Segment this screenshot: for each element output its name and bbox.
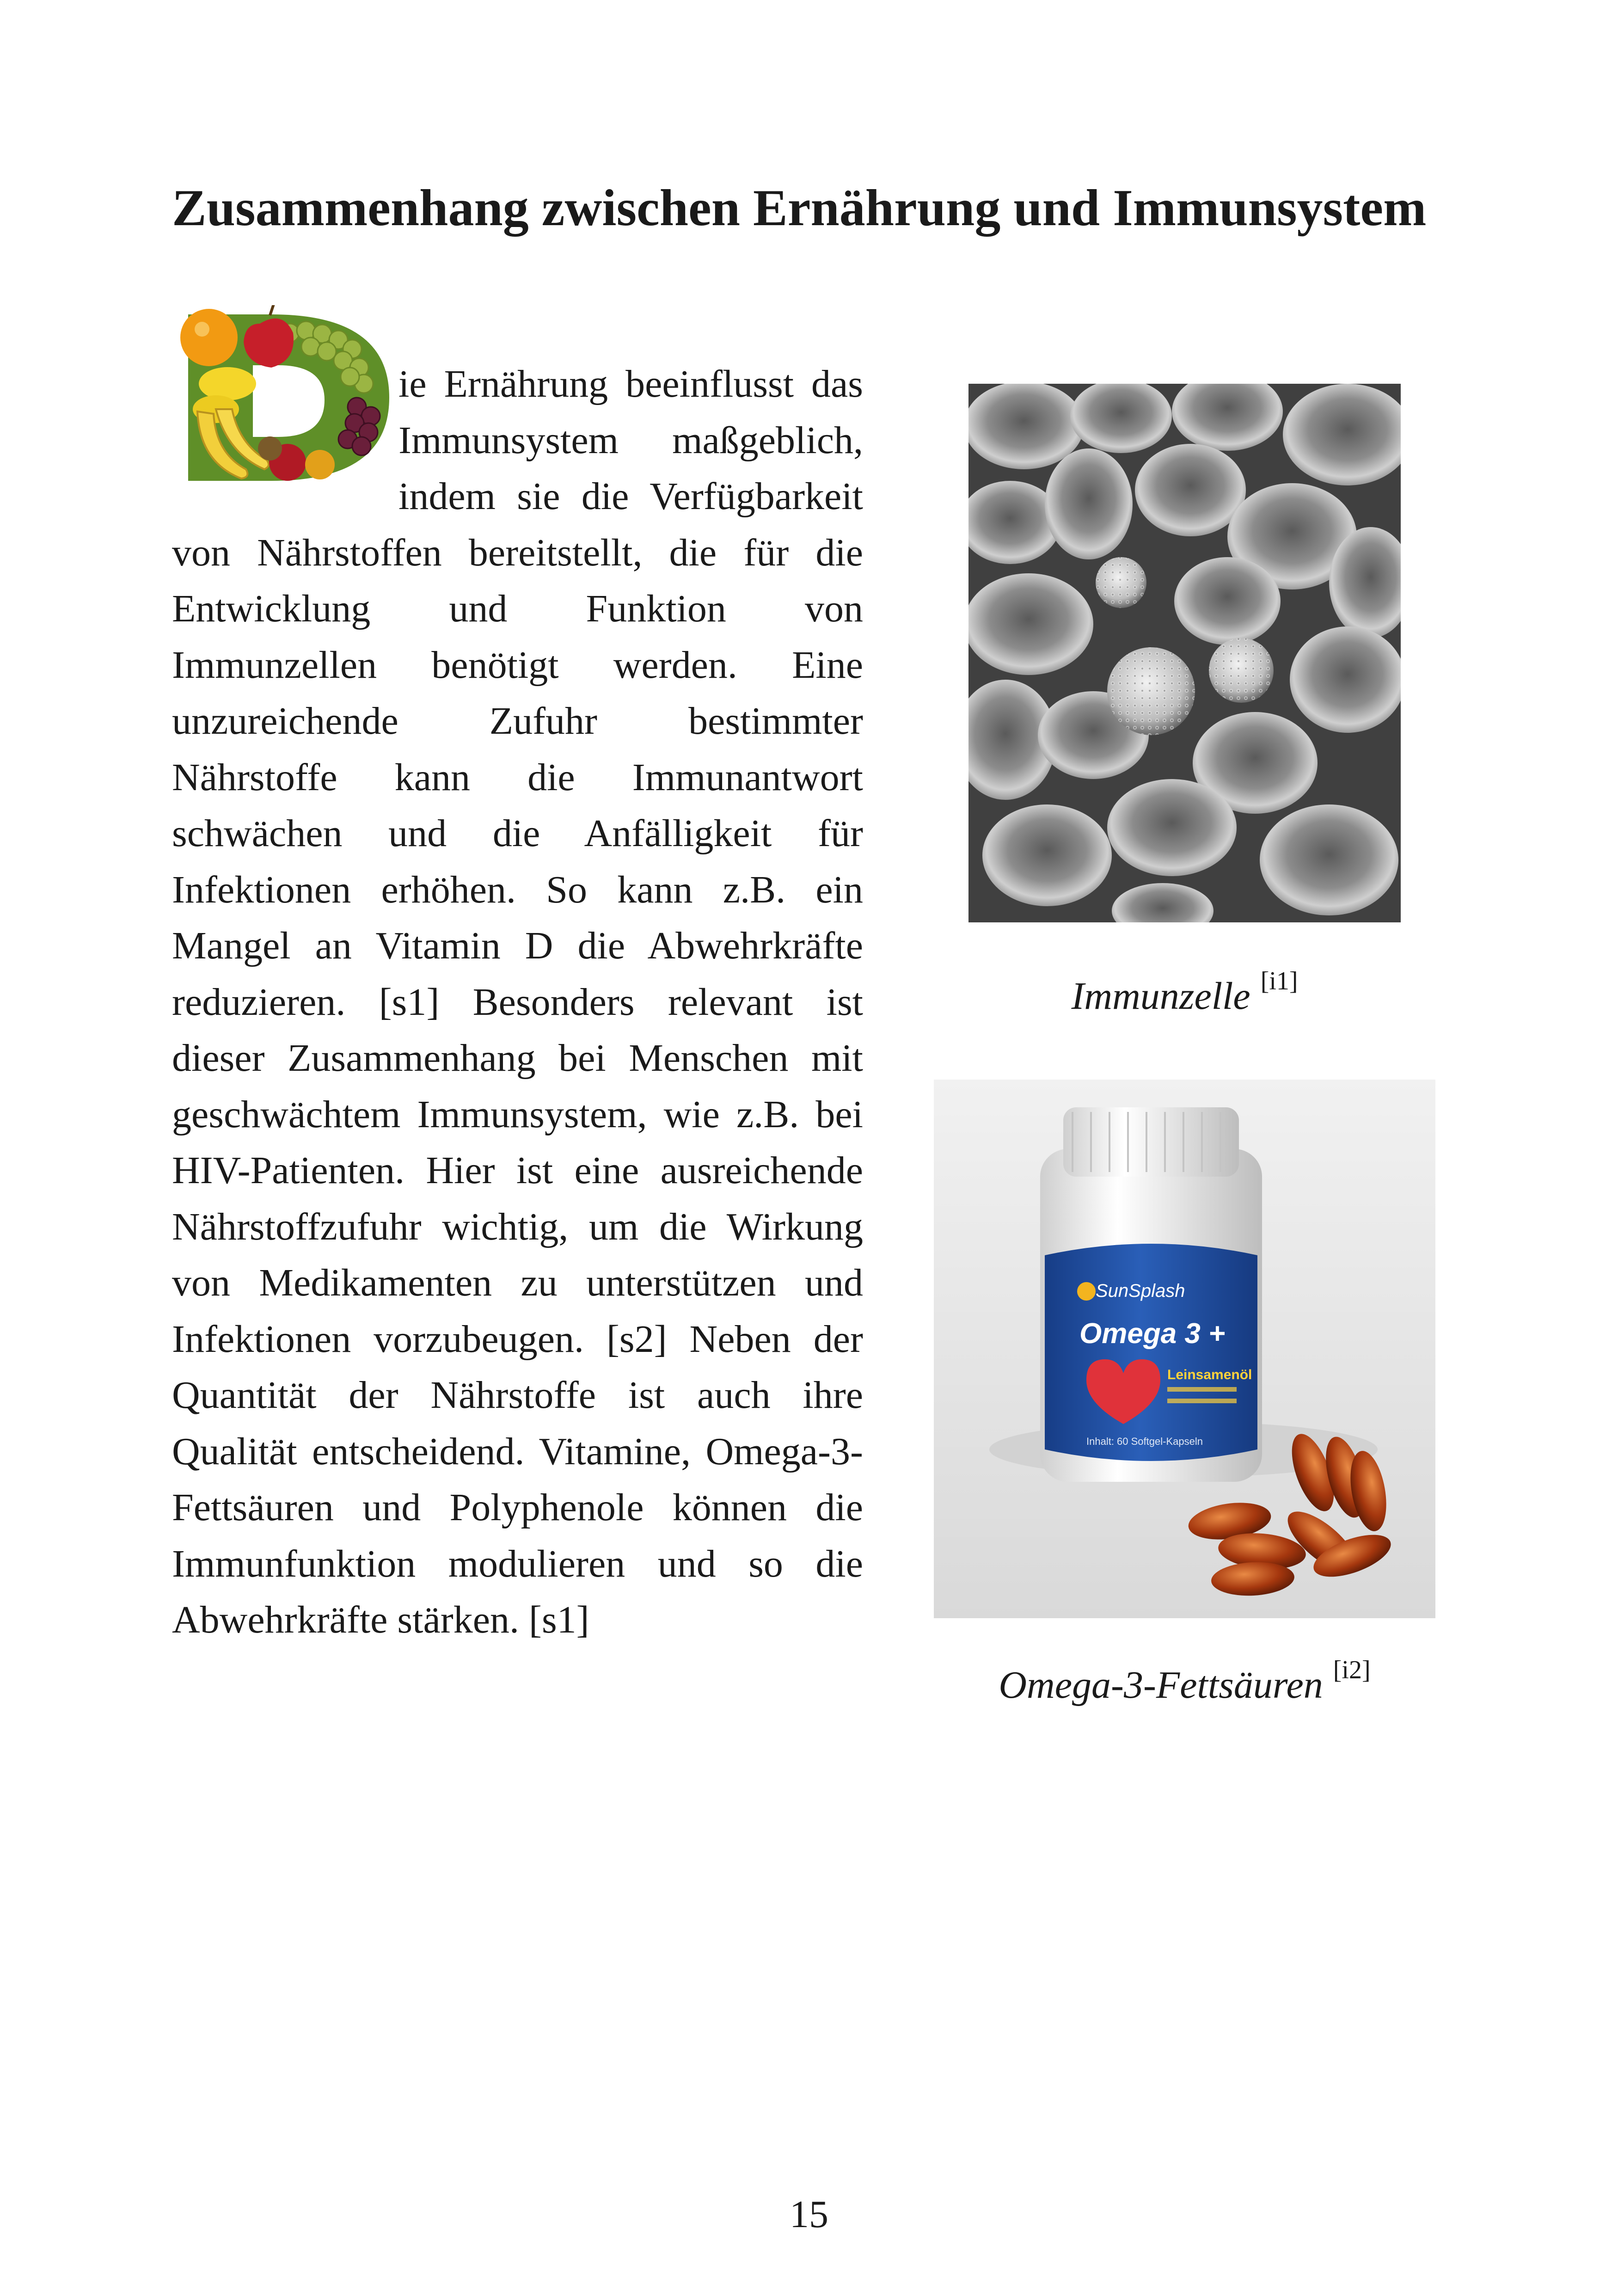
bottle-product-label: Omega 3 + bbox=[1079, 1318, 1226, 1350]
caption-text: Omega-3-Fettsäuren bbox=[999, 1664, 1323, 1707]
body-paragraph: ie Ernährung beeinflusst das Immunsystem maßgeblich, indem sie die Verfügbarkeit von Nährstoffen bereitstellt, die für die Entwicklung und Funktion von Immunzellen benötigt werden. Eine unzureichende Zufuhr bestimmter Nährstoffe kann die Immunantwort schwächen und die Anfälligkeit für Infektionen erhöhen. So kann z.B. ein Mangel an Vitamin D die Abwehrkräfte reduzieren. [s1] Besonders relevant ist dieser Zusammenhang bei Menschen mit geschwächtem Immunsystem, wie z.B. bei HIV-Patienten. Hier ist eine ausreichende Nährstoffzufuhr wichtig, um die Wirkung von Medikamenten zu unterstützen und Infektionen vorzubeugen. [s2] Neben der Quantität der Nährstoffe ist auch ihre Qualität entscheidend. Vitamine, Omega-3-Fettsäuren und Polyphenole können die Immunfunktion modulieren und so die Abwehrkräfte stärken. [s1] bbox=[172, 362, 863, 1641]
omega3-bottle-photo bbox=[934, 1080, 1435, 1618]
fruit-dropcap-image bbox=[172, 305, 398, 481]
figure-reference: [i2] bbox=[1333, 1656, 1371, 1684]
figure-caption-immunzelle bbox=[968, 967, 1401, 1019]
page-title: Zusammenhang zwischen Ernährung und Immunsystem bbox=[172, 179, 1427, 237]
body-text-column bbox=[172, 356, 863, 1648]
page-number: 15 bbox=[790, 2193, 828, 2236]
bottle-sub-label: Leinsamenöl bbox=[1167, 1367, 1252, 1382]
bottle-content-label: Inhalt: 60 Softgel-Kapseln bbox=[1086, 1436, 1203, 1447]
fruit-letter-d-dropcap bbox=[172, 305, 398, 481]
figure-reference: [i1] bbox=[1260, 967, 1298, 995]
bottle-brand-label: SunSplash bbox=[1096, 1281, 1185, 1301]
caption-text: Immunzelle bbox=[1071, 975, 1250, 1018]
immune-cell-micrograph bbox=[968, 384, 1401, 922]
figure-caption-omega3 bbox=[934, 1656, 1435, 1708]
